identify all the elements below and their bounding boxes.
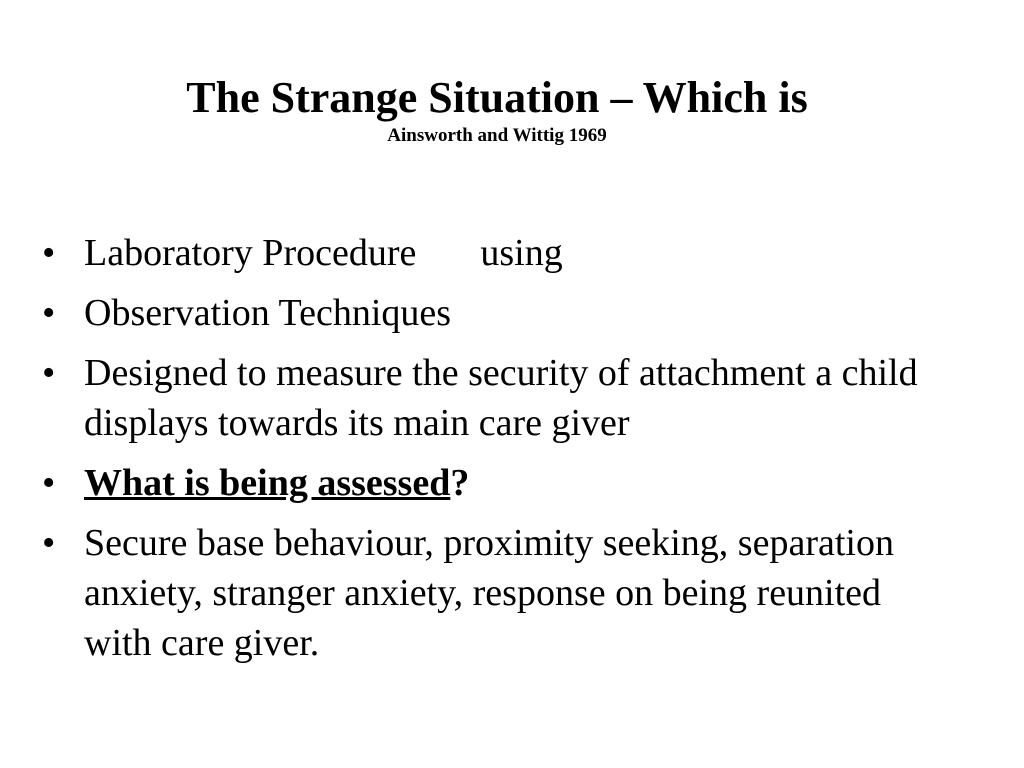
bullet-list: [42, 228, 942, 678]
bullet-laboratory-procedure: [42, 228, 942, 278]
bullet-icon: •: [42, 462, 56, 504]
bullet-question-mark: ?: [450, 462, 470, 504]
bullet-icon: •: [42, 232, 56, 274]
bullet-designed-to-measure: [42, 348, 942, 448]
bullet-observation-techniques: [42, 288, 942, 338]
bullet-what-is-assessed: [42, 458, 942, 508]
slide-subtitle: Ainsworth and Wittig 1969: [387, 125, 607, 146]
slide-title: The Strange Situation – Which is: [186, 73, 808, 122]
bullet-text-using: using: [480, 232, 563, 274]
bullet-icon: •: [42, 352, 56, 394]
bullet-icon: •: [42, 292, 56, 334]
bullet-text: Observation Techniques: [84, 292, 452, 334]
bullet-secure-base: [42, 518, 942, 668]
bullet-text: Designed to measure the security of attachment a child displays towards its main care giver: [84, 352, 918, 444]
bullet-text: Secure base behaviour, proximity seeking, separation anxiety, stranger anxiety, response on being reunited with care giver.: [84, 522, 894, 664]
title-block: [0, 72, 994, 148]
bullet-icon: •: [42, 522, 56, 564]
bullet-text-emphasis: What is being assessed: [84, 462, 451, 504]
bullet-text: Laboratory Procedure: [84, 232, 417, 274]
